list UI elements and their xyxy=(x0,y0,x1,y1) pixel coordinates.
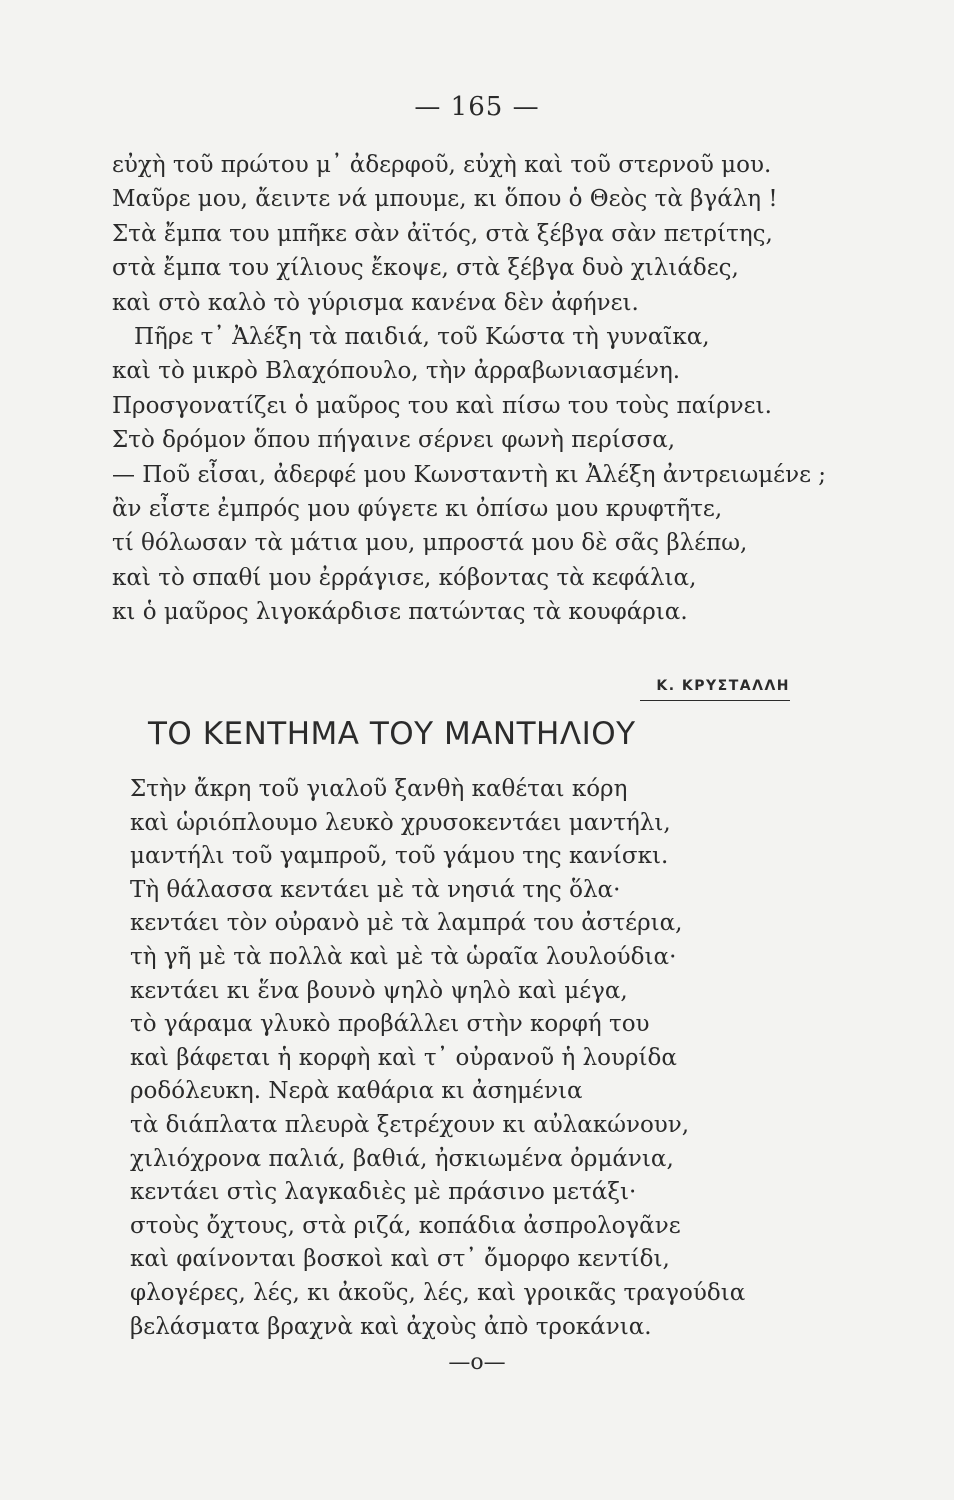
poem-line: καὶ φαίνονται βοσκοὶ καὶ στ᾽ ὄμορφο κεντίδι, xyxy=(130,1246,670,1273)
text-line: Στὰ ἔμπα του μπῆκε σὰν ἀϊτός, στὰ ξέβγα σὰν πετρίτης, xyxy=(112,220,773,247)
text-line: τί θόλωσαν τὰ μάτια μου, μπροστά μου δὲ σᾶς βλέπω, xyxy=(112,530,748,557)
poem-line: χιλιόχρονα παλιά, βαθιά, ἠσκιωμένα ὀρμάνια, xyxy=(130,1145,674,1172)
text-line: εὐχὴ τοῦ πρώτου μ᾽ ἀδερφοῦ, εὐχὴ καὶ τοῦ στερνοῦ μου. xyxy=(112,152,772,178)
poem-line: κεντάει στὶς λαγκαδιὲς μὲ πράσινο μετάξι· xyxy=(130,1179,637,1206)
poem-line: Τὴ θάλασσα κεντάει μὲ τὰ νησιά της ὅλα· xyxy=(130,876,621,903)
text-line: καὶ τὸ μικρὸ Βλαχόπουλο, τὴν ἀρραβωνιασμένη. xyxy=(112,358,681,385)
poem-line: βελάσματα βραχνὰ καὶ ἀχοὺς ἀπὸ τροκάνια. xyxy=(130,1313,652,1340)
poem-stanza xyxy=(130,773,830,1344)
text-line: Στὸ δρόμον ὅπου πήγαινε σέρνει φωνὴ περίσσα, xyxy=(112,427,676,454)
poem-line: τὴ γῆ μὲ τὰ πολλὰ καὶ μὲ τὰ ὡραῖα λουλούδια· xyxy=(130,943,677,970)
author-signature: Κ. ΚΡΥΣΤΑΛΛΗ xyxy=(656,678,790,694)
poem-line: φλογέρες, λές, κι ἀκοῦς, λές, καὶ γροικᾶς τραγούδια xyxy=(130,1279,746,1306)
text-line: ἂν εἶστε ἐμπρός μου φύγετε κι ὀπίσω μου κρυφτῆτε, xyxy=(112,496,723,523)
poem-line: Στὴν ἄκρη τοῦ γιαλοῦ ξανθὴ καθέται κόρη xyxy=(130,776,628,802)
text-line: Πῆρε τ᾽ Ἀλέξη τὰ παιδιά, τοῦ Κώστα τὴ γυναῖκα, xyxy=(134,324,710,351)
text-line: καὶ στὸ καλὸ τὸ γύρισμα κανένα δὲν ἀφήνει. xyxy=(112,289,639,316)
text-line: Προσγονατίζει ὁ μαῦρος του καὶ πίσω του τοὺς παίρνει. xyxy=(112,392,772,419)
text-line: κι ὁ μαῦρος λιγοκάρδισε πατώντας τὰ κουφάρια. xyxy=(112,599,688,626)
poem-title: ΤΟ ΚΕΝΤΗΜΑ ΤΟΥ ΜΑΝΤΗΛΙΟΥ xyxy=(148,716,636,752)
poem-line: τὸ γάραμα γλυκὸ προβάλλει στὴν κορφή του xyxy=(130,1011,650,1038)
page-number: — 165 — xyxy=(414,92,540,122)
text-line: Μαῦρε μου, ἄειντε νά μπουμε, κι ὅπου ὁ Θεὸς τὰ βγάλη ! xyxy=(112,186,778,213)
poem-line: κεντάει τὸν οὐρανὸ μὲ τὰ λαμπρά του ἀστέρια, xyxy=(130,910,683,937)
poem-line: καὶ βάφεται ἡ κορφὴ καὶ τ᾽ οὐρανοῦ ἡ λουρίδα xyxy=(130,1044,677,1071)
text-line: καὶ τὸ σπαθί μου ἐρράγισε, κόβοντας τὰ κεφάλια, xyxy=(112,564,697,591)
poem-line: καὶ ὡριόπλουμο λευκὸ χρυσοκεντάει μαντήλι, xyxy=(130,809,671,836)
poem-line: μαντήλι τοῦ γαμπροῦ, τοῦ γάμου της κανίσκι. xyxy=(130,843,669,870)
prose-stanza xyxy=(112,148,832,630)
end-mark: —o— xyxy=(448,1350,506,1375)
poem-line: στοὺς ὄχτους, στὰ ριζά, κοπάδια ἀσπρολογᾶνε xyxy=(130,1212,681,1239)
poem-line: τὰ διάπλατα πλευρὰ ξετρέχουν κι αὐλακώνουν, xyxy=(130,1111,690,1138)
text-line: στὰ ἔμπα του χίλιους ἔκοψε, στὰ ξέβγα δυὸ χιλιάδες, xyxy=(112,255,739,282)
author-underline xyxy=(640,700,790,701)
text-line: — Ποῦ εἶσαι, ἀδερφέ μου Κωνσταντὴ κι Ἀλέξη ἀντρειωμένε ; xyxy=(112,461,827,488)
poem-line: ροδόλευκη. Νερὰ καθάρια κι ἀσημένια xyxy=(130,1078,583,1105)
poem-line: κεντάει κι ἕνα βουνὸ ψηλὸ ψηλὸ καὶ μέγα, xyxy=(130,977,628,1004)
